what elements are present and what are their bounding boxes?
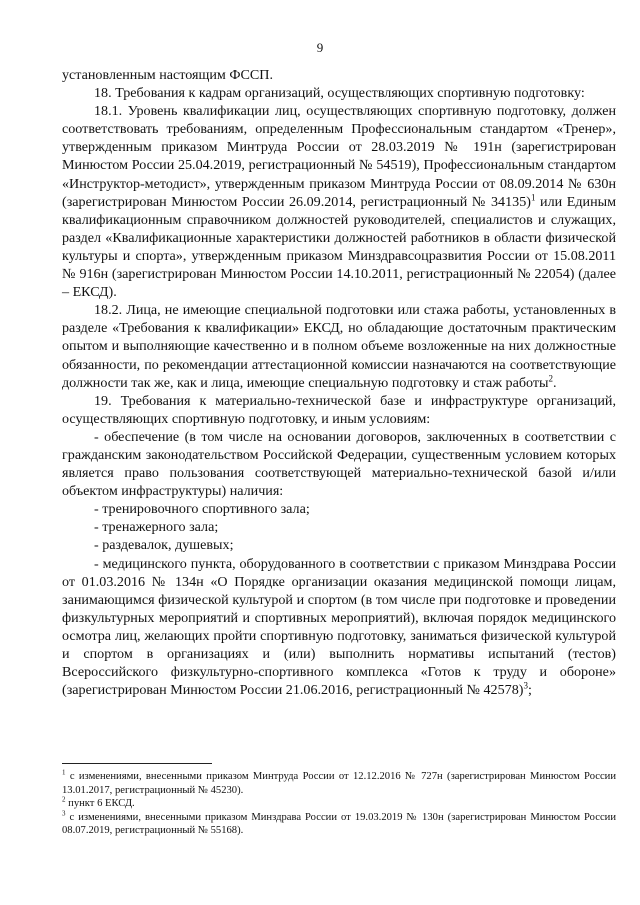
footnote-mark: 2 — [62, 795, 66, 804]
footnote-2 — [62, 797, 616, 811]
paragraph-text: установленным настоящим ФССП. — [62, 67, 273, 83]
paragraph-text: 18. Требования к кадрам организаций, осуществляющих спортивную подготовку: — [94, 85, 585, 102]
footnote-mark: 1 — [62, 768, 66, 777]
paragraph-text: - обеспечение (в том числе на основании договоров, заключенных в соответствии с гражданским законодательством Российской Федерации, существенным условием которых является право пользования соответствующей материально-технической базой и/или объектом инфраструктуры) наличия: — [62, 428, 616, 500]
paragraph-section-18-2 — [62, 301, 616, 391]
list-item-text: - тренажерного зала; — [94, 519, 219, 536]
paragraph-section-19 — [62, 392, 616, 428]
footnote-text: с изменениями, внесенными приказом Минздрава России от 19.03.2019 № 130н (зарегистрирован Минюстом России 08.07.2019, регистрационный № 55168). — [62, 811, 616, 837]
list-item — [62, 518, 616, 536]
paragraph-text: 19. Требования к материально-технической базе и инфраструктуре организаций, осуществляющих спортивную подготовку, и иным условиям: — [62, 392, 616, 427]
footnote-text: пункт 6 ЕКСД. — [65, 798, 135, 810]
list-item — [62, 536, 616, 554]
footnote-text: с изменениями, внесенными приказом Минтруда России от 12.12.2016 № 727н (зарегистрирован Минюстом России 13.01.2017, регистрационный № 45230). — [62, 771, 616, 796]
paragraph-text: . — [553, 374, 557, 391]
paragraph-section-18 — [62, 84, 616, 102]
footnote-mark: 3 — [62, 809, 66, 818]
list-item-medical — [62, 555, 616, 700]
list-item-text: - тренировочного спортивного зала; — [94, 501, 310, 518]
paragraph-text: 18.1. Уровень квалификации лиц, осуществляющих спортивную подготовку, должен соответствовать требованиям, определенным Профессиональным стандартом «Тренер», утвержденным приказом Минтруда России от 28.03.2019 № 191н (зарегистрирован Минюстом России 25.04.2019, регистрационный № 54519), Профессиональным стандартом «Инструктор-методист», утвержденным приказом Минтруда России от 08.09.2014 № 630н (зарегистрирован Минюстом России 26.09.2014, регистрационный № 34135) — [62, 103, 616, 210]
paragraph-text: 18.2. Лица, не имеющие специальной подготовки или стажа работы, установленных в разделе «Требования к квалификации» ЕКСД, но обладающие достаточным практическим опытом и выполняющие качественно и в полном объеме возложенные на них должностные обязанности, по рекомендации аттестационной комиссии назначаются на соответствующие должности так же, как и лица, имеющие специальную подготовку и стаж работы — [62, 302, 616, 391]
footnote-ref-1[interactable]: 1 — [530, 191, 536, 202]
footnotes — [62, 763, 616, 838]
footnote-divider — [62, 763, 212, 764]
paragraph-continuation — [62, 66, 616, 84]
footnote-ref-3[interactable]: 3 — [523, 680, 528, 691]
footnote-3 — [62, 811, 616, 838]
footnote-ref-2[interactable]: 2 — [548, 372, 553, 383]
list-item — [62, 500, 616, 518]
paragraph-provision — [62, 428, 616, 500]
list-item-text: - медицинского пункта, оборудованного в соответствии с приказом Минздрава России от 01.03.2016 № 134н «О Порядке организации оказания медицинской помощи лицам, занимающимся физической культурой и спортом (в том числе при подготовке и проведении физкультурных мероприятий и спортивных мероприятий), включая порядок медицинского осмотра лиц, желающих пройти спортивную подготовку, заниматься физической культурой и спортом в организациях и (или) выполнить нормативы испытаний (тестов) Всероссийского физкультурно-спортивного комплекса «Готов к труду и обороне» (зарегистрирован Минюстом России 21.06.2016, регистрационный № 42578) — [62, 555, 616, 699]
paragraph-section-18-1 — [62, 102, 616, 301]
page-number: 9 — [316, 40, 324, 55]
paragraph-text: или Единым квалификационным справочником должностей руководителей, специалистов и служащих, раздел «Квалификационные характеристики должностей работников в области физической культуры и спорта», утвержденным приказом Минздравсоцразвития России от 15.08.2011 № 916н (зарегистрирован Минюстом России 14.10.2011, регистрационный № 22054) (далее – ЕКСД). — [62, 193, 616, 301]
list-item-text: - раздевалок, душевых; — [94, 537, 234, 554]
footnote-1 — [62, 770, 616, 797]
paragraph-text: ; — [527, 682, 532, 699]
document-body — [62, 66, 616, 699]
